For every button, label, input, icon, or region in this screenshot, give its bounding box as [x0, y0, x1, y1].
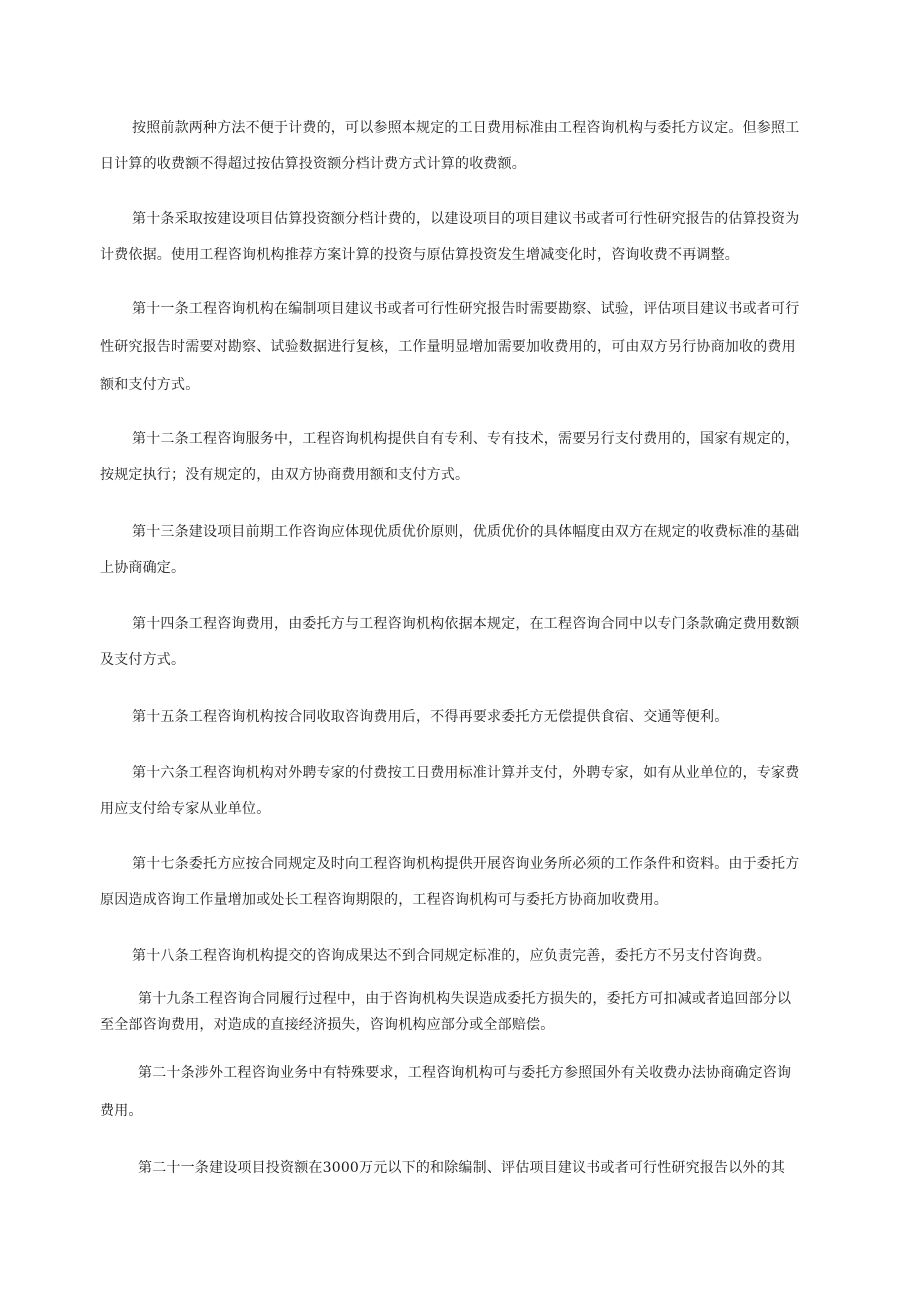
- paragraph-9-line-2: 原因造成咨询工作量增加或处长工程咨询期限的，工程咨询机构可与委托方协商加收费用。: [100, 892, 668, 908]
- paragraph-5-line-2: 上协商确定。: [100, 560, 186, 576]
- paragraph-3-line-3: 额和支付方式。: [100, 377, 200, 393]
- paragraph-3-line-1: 第十一条工程咨询机构在编制项目建议书或者可行性研究报告时需要勘察、试验，评估项目建议书或者可行: [132, 301, 800, 317]
- paragraph-6-line-2: 及支付方式。: [100, 652, 186, 668]
- paragraph-8-line-1: 第十六条工程咨询机构对外聘专家的付费按工日费用标准计算并支付，外聘专家，如有从业单位的，专家费: [132, 765, 800, 781]
- paragraph-6-line-1: 第十四条工程咨询费用，由委托方与工程咨询机构依据本规定，在工程咨询合同中以专门条款确定费用数额: [132, 616, 800, 632]
- paragraph-12-line-1: 第二十条涉外工程咨询业务中有特殊要求，工程咨询机构可与委托方参照国外有关收费办法协商确定咨询: [138, 1065, 792, 1081]
- paragraph-2-line-2: 计费依据。使用工程咨询机构推荐方案计算的投资与原估算投资发生增减变化时，咨询收费不再调整。: [100, 247, 739, 263]
- paragraph-4-line-1: 第十二条工程咨询服务中，工程咨询机构提供自有专利、专有技术，需要另行支付费用的，国家有规定的，: [132, 431, 800, 447]
- paragraph-7-line-1: 第十五条工程咨询机构按合同收取咨询费用后，不得再要求委托方无偿提供食宿、交通等便利。: [132, 709, 729, 725]
- paragraph-5-line-1: 第十三条建设项目前期工作咨询应体现优质优价原则，优质优价的具体幅度由双方在规定的收费标准的基础: [132, 524, 800, 540]
- paragraph-11-line-1: 第十九条工程咨询合同履行过程中，由于咨询机构失误造成委托方损失的，委托方可扣减或者追回部分以: [138, 991, 792, 1007]
- paragraph-3-line-2: 性研究报告时需要对勘察、试验数据进行复核，工作量明显增加需要加收费用的，可由双方另行协商加收的费用: [100, 339, 796, 355]
- paragraph-12-line-2: 费用。: [100, 1103, 143, 1119]
- paragraph-9-line-1: 第十七条委托方应按合同规定及时向工程咨询机构提供开展咨询业务所必须的工作条件和资料。由于委托方: [132, 856, 800, 872]
- paragraph-1-line-2: 日计算的收费额不得超过按估算投资额分档计费方式计算的收费额。: [100, 156, 526, 172]
- paragraph-11-line-2: 至全部咨询费用，对造成的直接经济损失，咨询机构应部分或全部赔偿。: [100, 1017, 555, 1033]
- paragraph-8-line-2: 用应支付给专家从业单位。: [100, 801, 271, 817]
- paragraph-13-line-1: 第二十一条建设项目投资额在3000万元以下的和除编制、评估项目建议书或者可行性研究报告以外的其: [138, 1160, 786, 1176]
- paragraph-1-line-1: 按照前款两种方法不便于计费的，可以参照本规定的工日费用标准由工程咨询机构与委托方议定。但参照工: [132, 120, 800, 136]
- paragraph-4-line-2: 按规定执行；没有规定的，由双方协商费用额和支付方式。: [100, 467, 470, 483]
- paragraph-10-line-1: 第十八条工程咨询机构提交的咨询成果达不到合同规定标准的，应负责完善，委托方不另支付咨询费。: [132, 948, 771, 964]
- paragraph-2-line-1: 第十条采取按建设项目估算投资额分档计费的，以建设项目的项目建议书或者可行性研究报告的估算投资为: [132, 211, 800, 227]
